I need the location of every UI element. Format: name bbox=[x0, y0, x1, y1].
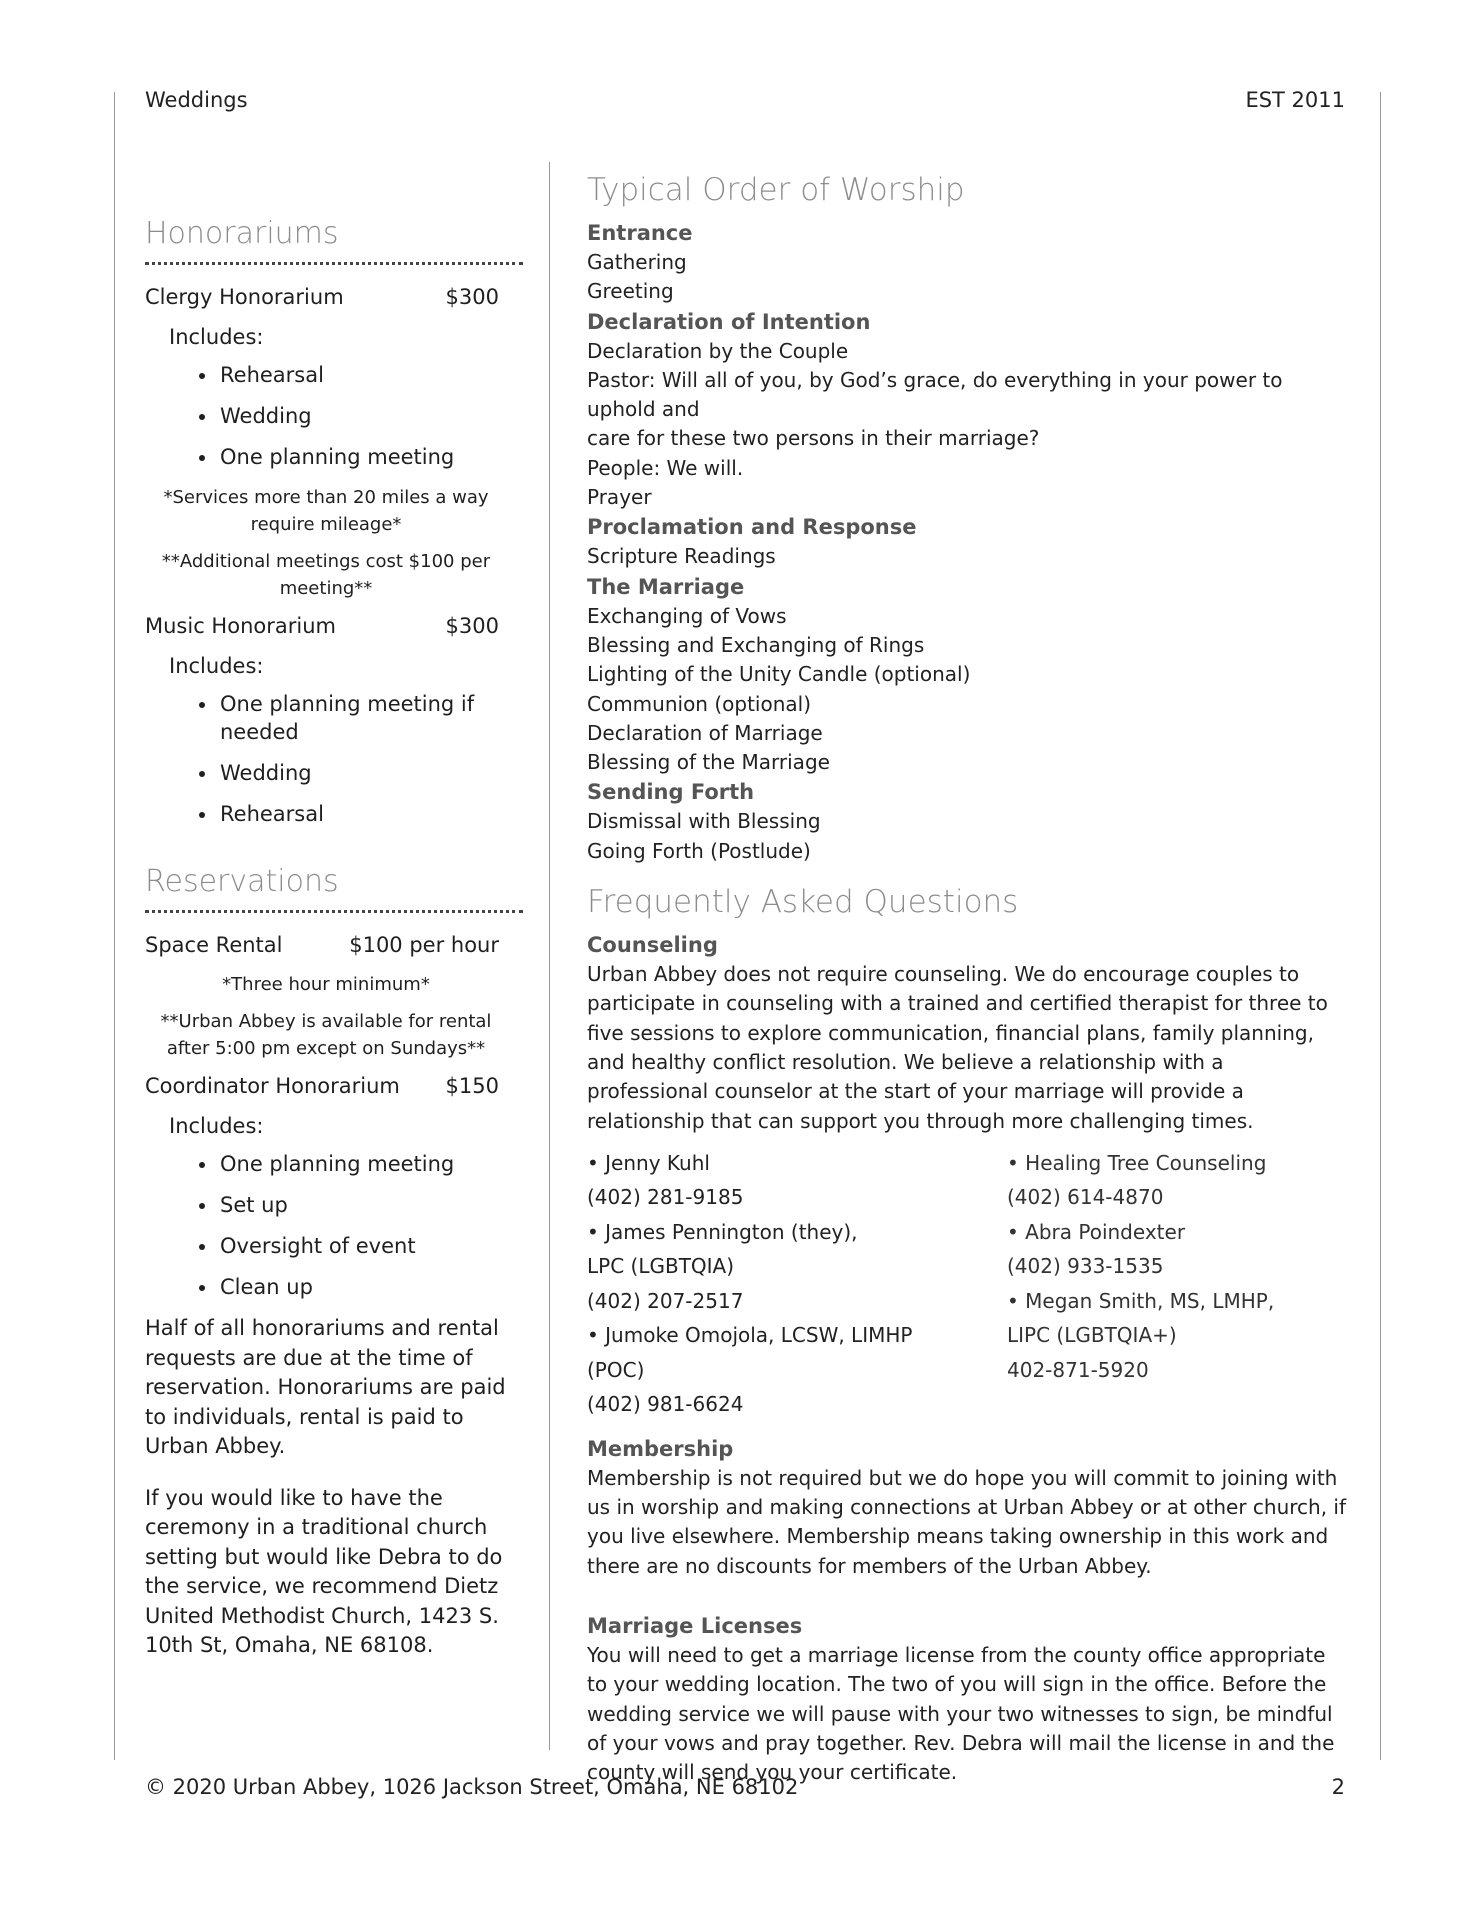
worship-section-sending bbox=[587, 777, 1347, 866]
worship-line: Gathering bbox=[587, 250, 687, 274]
space-rental-label: Space Rental bbox=[145, 933, 283, 957]
membership-text: Membership is not required but we do hope you will commit to joining with us in worship and making connections at Urban Abbey or at other church, if you live elsewhere. Membership means taking ownership in this work and there are no discounts for members of the Urban Abbey. bbox=[587, 1465, 1347, 1578]
header-right: EST 2011 bbox=[1245, 88, 1345, 112]
additional-meetings-note: **Additional meetings cost $100 per meeting** bbox=[161, 551, 491, 599]
contact-line: • James Pennington (they), bbox=[587, 1219, 858, 1244]
footer-address: © 2020 Urban Abbey, 1026 Jackson Street, Omaha, NE 68102 bbox=[145, 1775, 799, 1799]
contact-line: (402) 207-2517 bbox=[587, 1288, 744, 1313]
contact-line: LPC (LGBTQIA) bbox=[587, 1254, 735, 1279]
worship-line: Lighting of the Unity Candle (optional) bbox=[587, 662, 971, 687]
contact-line: (402) 281-9185 bbox=[587, 1185, 744, 1210]
worship-line: Blessing of the Marriage bbox=[587, 750, 830, 775]
coordinator-price: $150 bbox=[445, 1074, 499, 1098]
availability-note: **Urban Abbey is available for rental after 5:00 pm except on Sundays** bbox=[160, 1011, 492, 1059]
contact-line: (402) 933-1535 bbox=[1007, 1254, 1164, 1279]
worship-line: Exchanging of Vows bbox=[587, 603, 787, 628]
worship-line: Going Forth (Postlude) bbox=[587, 838, 811, 863]
right-column bbox=[587, 168, 1347, 1788]
music-includes-label: Includes: bbox=[169, 654, 264, 678]
faq-title: Frequently Asked Questions bbox=[587, 884, 1019, 921]
counselor-contacts bbox=[587, 1146, 1347, 1422]
music-label: Music Honorarium bbox=[145, 614, 336, 638]
worship-section-marriage bbox=[587, 572, 1347, 778]
clergy-label: Clergy Honorarium bbox=[145, 285, 344, 309]
worship-section-proclamation bbox=[587, 512, 1347, 571]
left-margin-rule bbox=[114, 92, 115, 1760]
contact-line: LIPC (LGBTQIA+) bbox=[1007, 1323, 1177, 1348]
reservations-title: Reservations bbox=[145, 864, 339, 899]
contact-line: (POC) bbox=[587, 1357, 645, 1382]
worship-line: People: We will. bbox=[587, 455, 744, 480]
worship-line: Blessing and Exchanging of Rings bbox=[587, 632, 925, 657]
coordinator-includes-label: Includes: bbox=[169, 1114, 264, 1138]
worship-section-declaration bbox=[587, 307, 1347, 513]
contacts-left-column bbox=[587, 1146, 1007, 1422]
mileage-note: *Services more than 20 miles a way require mileage* bbox=[163, 487, 489, 535]
contact-line: • Megan Smith, MS, LMHP, bbox=[1007, 1288, 1275, 1313]
worship-section-entrance bbox=[587, 218, 1347, 307]
left-column bbox=[145, 212, 523, 1683]
contact-line: • Abra Poindexter bbox=[1007, 1219, 1186, 1244]
contact-line: • Jenny Kuhl bbox=[587, 1150, 710, 1175]
list-item: • Rehearsal bbox=[218, 800, 523, 828]
contact-line: 402-871-5920 bbox=[1007, 1357, 1149, 1382]
contact-line: (402) 614-4870 bbox=[1007, 1185, 1164, 1210]
counseling-heading: Counseling bbox=[587, 933, 718, 958]
header-left: Weddings bbox=[145, 88, 248, 112]
reservations-divider bbox=[145, 910, 523, 913]
worship-line: Communion (optional) bbox=[587, 691, 812, 716]
worship-heading: Declaration of Intention bbox=[587, 309, 871, 334]
list-item: • Clean up bbox=[218, 1273, 523, 1301]
list-item: • One planning meeting bbox=[218, 443, 523, 471]
list-item: • One planning meeting bbox=[218, 1150, 523, 1178]
contact-line: • Jumoke Omojola, LCSW, LIMHP bbox=[587, 1323, 913, 1348]
column-divider-rule bbox=[549, 162, 550, 1750]
counseling-text: Urban Abbey does not require counseling. We do encourage couples to participate in counseling with a trained and certified therapist for three to five sessions to explore communication, financial plans, family planning, and healthy conflict resolution. We believe a relationship with a professional counselor at the start of your marriage will provide a relationship that can support you through more challenging times. bbox=[587, 962, 1328, 1133]
worship-line: Greeting bbox=[587, 279, 674, 304]
worship-heading: The Marriage bbox=[587, 574, 745, 599]
worship-line: Pastor: Will all of you, by God’s grace, do everything in your power to uphold and bbox=[587, 367, 1283, 422]
coordinator-honorarium-row bbox=[145, 1072, 523, 1100]
list-item: • Wedding bbox=[218, 759, 523, 787]
clergy-price: $300 bbox=[445, 285, 499, 309]
worship-heading: Entrance bbox=[587, 221, 693, 245]
contact-line: (402) 981-6624 bbox=[587, 1392, 744, 1417]
clergy-includes-list bbox=[145, 361, 523, 471]
membership-heading: Membership bbox=[587, 1436, 734, 1461]
space-rental-price: $100 per hour bbox=[349, 933, 499, 957]
worship-line: Scripture Readings bbox=[587, 544, 776, 569]
contacts-right-column bbox=[1007, 1146, 1274, 1422]
page-number: 2 bbox=[1331, 1775, 1345, 1799]
payment-paragraph: Half of all honorariums and rental requests are due at the time of reservation. Honorariums are paid to individuals, rental is paid to Urban Abbey. bbox=[145, 1316, 506, 1458]
list-item: • One planning meeting if needed bbox=[218, 690, 523, 746]
music-price: $300 bbox=[445, 614, 499, 638]
list-item: • Oversight of event bbox=[218, 1232, 523, 1260]
right-margin-rule bbox=[1380, 92, 1381, 1760]
clergy-includes-label: Includes: bbox=[169, 325, 264, 349]
worship-line: Dismissal with Blessing bbox=[587, 809, 821, 834]
worship-line: Prayer bbox=[587, 485, 652, 510]
worship-line: Declaration of Marriage bbox=[587, 720, 823, 745]
coordinator-includes-list bbox=[145, 1150, 523, 1301]
space-rental-row bbox=[145, 931, 523, 959]
list-item: • Rehearsal bbox=[218, 361, 523, 389]
list-item: • Set up bbox=[218, 1191, 523, 1219]
clergy-honorarium-row bbox=[145, 283, 523, 311]
contact-line: • Healing Tree Counseling bbox=[1007, 1150, 1267, 1175]
licenses-heading: Marriage Licenses bbox=[587, 1614, 803, 1639]
worship-heading: Sending Forth bbox=[587, 780, 755, 805]
licenses-text: You will need to get a marriage license from the county office appropriate to your wedding location. The two of you will sign in the office. Before the wedding service we will pause with your two witnesses to sign, be mindful of your vows and pray together. Rev. Debra will mail the license in and the county will send you your certificate. bbox=[587, 1643, 1335, 1785]
church-recommendation-paragraph: If you would like to have the ceremony in a traditional church setting but would like Debra to do the service, we recommend Dietz United Methodist Church, 1423 S. 10th St, Omaha, NE 68108. bbox=[145, 1485, 503, 1657]
coordinator-label: Coordinator Honorarium bbox=[145, 1074, 400, 1098]
music-honorarium-row bbox=[145, 612, 523, 640]
worship-title: Typical Order of Worship bbox=[587, 172, 965, 208]
honorariums-divider bbox=[145, 262, 523, 265]
music-includes-list bbox=[145, 690, 523, 828]
worship-heading: Proclamation and Response bbox=[587, 515, 917, 540]
worship-line: care for these two persons in their marriage? bbox=[587, 426, 1040, 451]
honorariums-title: Honorariums bbox=[145, 216, 339, 251]
list-item: • Wedding bbox=[218, 402, 523, 430]
three-hour-note: *Three hour minimum* bbox=[222, 974, 430, 995]
worship-line: Declaration by the Couple bbox=[587, 338, 849, 363]
